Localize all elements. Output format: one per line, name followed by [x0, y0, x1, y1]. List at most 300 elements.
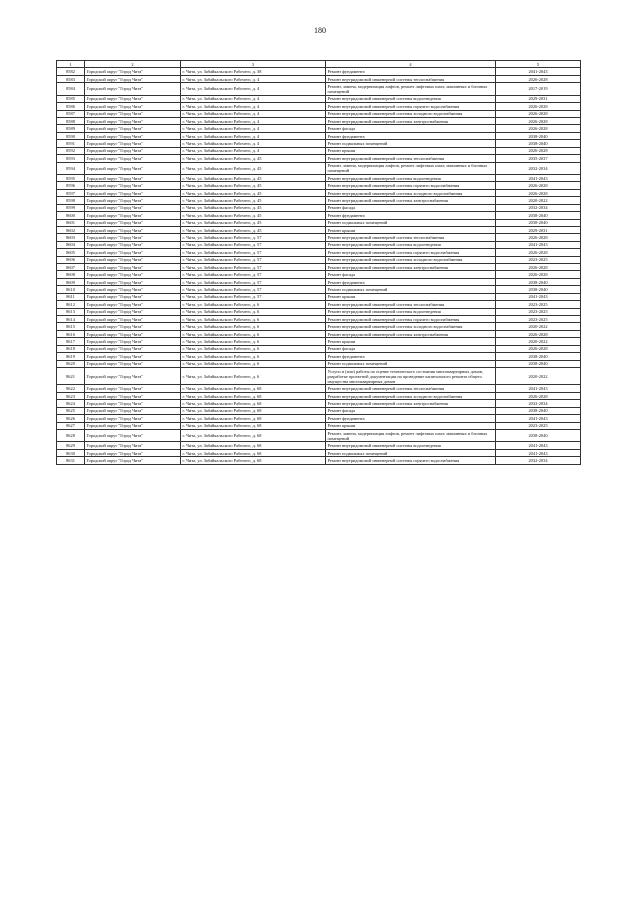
- municipality-cell: Городской округ "Город Чита": [85, 219, 181, 226]
- table-row: [57, 241, 581, 248]
- table-row: [57, 422, 581, 429]
- address-cell: г. Чита, ул. Забайкальского Рабочего, д. 45: [181, 212, 326, 219]
- municipality-cell: Городской округ "Город Чита": [85, 430, 181, 442]
- address-cell: г. Чита, ул. Забайкальского Рабочего, д. 68: [181, 442, 326, 449]
- work-type-cell: Ремонт внутридомовой инженерной системы горячего водоснабжения: [326, 249, 496, 256]
- municipality-cell: Городской округ "Город Чита": [85, 367, 181, 385]
- work-type-cell: Услуги и (или) работы по оценке технического состояния многоквартирных домов, разработке проектной документации на проведение капитального ремонта общего имущества многоквартирных домов: [326, 367, 496, 385]
- municipality-cell: Городской округ "Город Чита": [85, 308, 181, 315]
- work-type-cell: Ремонт внутридомовой инженерной системы холодного водоснабжения: [326, 110, 496, 117]
- repair-schedule-table: [56, 60, 581, 465]
- period-cell: 2038-2040: [496, 353, 581, 360]
- address-cell: г. Чита, ул. Забайкальского Рабочего, д. 57: [181, 278, 326, 285]
- period-cell: 2041-2043: [496, 241, 581, 248]
- work-type-cell: Ремонт внутридомовой инженерной системы водоотведения: [326, 241, 496, 248]
- address-cell: г. Чита, ул. Забайкальского Рабочего, д. 45: [181, 189, 326, 196]
- address-cell: г. Чита, ул. Забайкальского Рабочего, д. 68: [181, 422, 326, 429]
- period-cell: 2032-2034: [496, 400, 581, 407]
- work-type-cell: Ремонт внутридомовой инженерной системы электроснабжения: [326, 197, 496, 204]
- work-type-cell: Ремонт подвальных помещений: [326, 219, 496, 226]
- row-number-cell: 8602: [57, 226, 85, 233]
- address-cell: г. Чита, ул. Забайкальского Рабочего, д. 4: [181, 132, 326, 139]
- row-number-cell: 8586: [57, 103, 85, 110]
- table-row: [57, 103, 581, 110]
- period-cell: 2026-2028: [496, 330, 581, 337]
- period-cell: 2041-2043: [496, 385, 581, 392]
- work-type-cell: Ремонт подвальных помещений: [326, 449, 496, 456]
- municipality-cell: Городской округ "Город Чита": [85, 147, 181, 154]
- row-number-cell: 8614: [57, 316, 85, 323]
- work-type-cell: Ремонт внутридомовой инженерной системы водоотведения: [326, 308, 496, 315]
- address-cell: г. Чита, ул. Забайкальского Рабочего, д. 57: [181, 271, 326, 278]
- address-cell: г. Чита, ул. Забайкальского Рабочего, д. 45: [181, 204, 326, 211]
- table-row: [57, 442, 581, 449]
- municipality-cell: Городской округ "Город Чита": [85, 83, 181, 95]
- table-row: [57, 415, 581, 422]
- row-number-cell: 8631: [57, 457, 85, 464]
- row-number-cell: 8625: [57, 407, 85, 414]
- work-type-cell: Ремонт фундамента: [326, 353, 496, 360]
- row-number-cell: 8592: [57, 147, 85, 154]
- municipality-cell: Городской округ "Город Чита": [85, 360, 181, 367]
- municipality-cell: Городской округ "Город Чита": [85, 125, 181, 132]
- municipality-cell: Городской округ "Город Чита": [85, 132, 181, 139]
- row-number-cell: 8606: [57, 256, 85, 263]
- address-cell: г. Чита, ул. Забайкальского Рабочего, д. 38: [181, 68, 326, 75]
- table-row: [57, 308, 581, 315]
- address-cell: г. Чита, ул. Забайкальского Рабочего, д. 57: [181, 293, 326, 300]
- municipality-cell: Городской округ "Город Чита": [85, 103, 181, 110]
- work-type-cell: Ремонт внутридомовой инженерной системы холодного водоснабжения: [326, 323, 496, 330]
- row-number-cell: 8621: [57, 367, 85, 385]
- row-number-cell: 8590: [57, 132, 85, 139]
- table-row: [57, 95, 581, 102]
- table-row: [57, 338, 581, 345]
- municipality-cell: Городской округ "Город Чита": [85, 323, 181, 330]
- work-type-cell: Ремонт внутридомовой инженерной системы теплоснабжения: [326, 75, 496, 82]
- work-type-cell: Ремонт крыши: [326, 147, 496, 154]
- table-body: [57, 68, 581, 464]
- period-cell: 2041-2043: [496, 68, 581, 75]
- municipality-cell: Городской округ "Город Чита": [85, 449, 181, 456]
- municipality-cell: Городской округ "Город Чита": [85, 392, 181, 399]
- municipality-cell: Городской округ "Город Чита": [85, 249, 181, 256]
- period-cell: 2020-2022: [496, 323, 581, 330]
- table-row: [57, 264, 581, 271]
- table-row: [57, 330, 581, 337]
- municipality-cell: Городской округ "Город Чита": [85, 293, 181, 300]
- municipality-cell: Городской округ "Город Чита": [85, 345, 181, 352]
- address-cell: г. Чита, ул. Забайкальского Рабочего, д. 57: [181, 256, 326, 263]
- period-cell: 2041-2043: [496, 293, 581, 300]
- work-type-cell: Ремонт внутридомовой инженерной системы горячего водоснабжения: [326, 316, 496, 323]
- row-number-cell: 8601: [57, 219, 85, 226]
- period-cell: 2041-2043: [496, 415, 581, 422]
- address-cell: г. Чита, ул. Забайкальского Рабочего, д. 6: [181, 308, 326, 315]
- period-cell: 2026-2028: [496, 189, 581, 196]
- table-row: [57, 407, 581, 414]
- address-cell: г. Чита, ул. Забайкальского Рабочего, д. 4: [181, 110, 326, 117]
- work-type-cell: Ремонт фундамента: [326, 132, 496, 139]
- work-type-cell: Ремонт фундамента: [326, 212, 496, 219]
- municipality-cell: Городской округ "Город Чита": [85, 415, 181, 422]
- row-number-cell: 8613: [57, 308, 85, 315]
- work-type-cell: Ремонт крыши: [326, 338, 496, 345]
- row-number-cell: 8624: [57, 400, 85, 407]
- work-type-cell: Ремонт, замена, модернизация лифтов, ремонт лифтовых шахт, машинных и блочных помещений: [326, 430, 496, 442]
- period-cell: 2023-2025: [496, 422, 581, 429]
- row-number-cell: 8599: [57, 204, 85, 211]
- address-cell: г. Чита, ул. Забайкальского Рабочего, д. 6: [181, 316, 326, 323]
- row-number-cell: 8629: [57, 442, 85, 449]
- table-row: [57, 385, 581, 392]
- period-cell: 2023-2025: [496, 308, 581, 315]
- row-number-cell: 8612: [57, 301, 85, 308]
- table-row: [57, 323, 581, 330]
- municipality-cell: Городской округ "Город Чита": [85, 110, 181, 117]
- row-number-cell: 8622: [57, 385, 85, 392]
- header-cell-2: 2: [85, 61, 181, 68]
- address-cell: г. Чита, ул. Забайкальского Рабочего, д. 57: [181, 264, 326, 271]
- work-type-cell: Ремонт внутридомовой инженерной системы холодного водоснабжения: [326, 189, 496, 196]
- row-number-cell: 8627: [57, 422, 85, 429]
- work-type-cell: Ремонт внутридомовой инженерной системы электроснабжения: [326, 330, 496, 337]
- address-cell: г. Чита, ул. Забайкальского Рабочего, д. 68: [181, 449, 326, 456]
- municipality-cell: Городской округ "Город Чита": [85, 95, 181, 102]
- period-cell: 2026-2028: [496, 271, 581, 278]
- row-number-cell: 8600: [57, 212, 85, 219]
- period-cell: 2017-2019: [496, 83, 581, 95]
- municipality-cell: Городской округ "Город Чита": [85, 68, 181, 75]
- municipality-cell: Городской округ "Город Чита": [85, 256, 181, 263]
- table-row: [57, 110, 581, 117]
- address-cell: г. Чита, ул. Забайкальского Рабочего, д. 4: [181, 75, 326, 82]
- table-row: [57, 345, 581, 352]
- work-type-cell: Ремонт крыши: [326, 226, 496, 233]
- municipality-cell: Городской округ "Город Чита": [85, 400, 181, 407]
- municipality-cell: Городской округ "Город Чита": [85, 271, 181, 278]
- table-row: [57, 360, 581, 367]
- address-cell: г. Чита, ул. Забайкальского Рабочего, д. 4: [181, 83, 326, 95]
- table-row: [57, 449, 581, 456]
- table-row: [57, 293, 581, 300]
- table-row: [57, 175, 581, 182]
- work-type-cell: Ремонт внутридомовой инженерной системы горячего водоснабжения: [326, 182, 496, 189]
- municipality-cell: Городской округ "Город Чита": [85, 353, 181, 360]
- municipality-cell: Городской округ "Город Чита": [85, 212, 181, 219]
- municipality-cell: Городской округ "Город Чита": [85, 140, 181, 147]
- period-cell: 2023-2025: [496, 256, 581, 263]
- address-cell: г. Чита, ул. Забайкальского Рабочего, д. 4: [181, 125, 326, 132]
- work-type-cell: Ремонт внутридомовой инженерной системы холодного водоснабжения: [326, 392, 496, 399]
- period-cell: 2041-2043: [496, 442, 581, 449]
- row-number-cell: 8589: [57, 125, 85, 132]
- address-cell: г. Чита, ул. Забайкальского Рабочего, д. 68: [181, 392, 326, 399]
- table-row: [57, 286, 581, 293]
- row-number-cell: 8628: [57, 430, 85, 442]
- table-row: [57, 155, 581, 162]
- period-cell: 2026-2028: [496, 103, 581, 110]
- address-cell: г. Чита, ул. Забайкальского Рабочего, д. 45: [181, 197, 326, 204]
- address-cell: г. Чита, ул. Забайкальского Рабочего, д. 6: [181, 301, 326, 308]
- period-cell: 2023-2025: [496, 316, 581, 323]
- table-row: [57, 271, 581, 278]
- work-type-cell: Ремонт внутридомовой инженерной системы водоотведения: [326, 175, 496, 182]
- municipality-cell: Городской округ "Город Чита": [85, 264, 181, 271]
- period-cell: 2026-2028: [496, 110, 581, 117]
- table-row: [57, 197, 581, 204]
- work-type-cell: Ремонт подвальных помещений: [326, 286, 496, 293]
- row-number-cell: 8620: [57, 360, 85, 367]
- work-type-cell: Ремонт внутридомовой инженерной системы водоотведения: [326, 442, 496, 449]
- address-cell: г. Чита, ул. Забайкальского Рабочего, д. 57: [181, 286, 326, 293]
- municipality-cell: Городской округ "Город Чита": [85, 226, 181, 233]
- row-number-cell: 8587: [57, 110, 85, 117]
- work-type-cell: Ремонт фасада: [326, 125, 496, 132]
- table-row: [57, 125, 581, 132]
- address-cell: г. Чита, ул. Забайкальского Рабочего, д. 45: [181, 219, 326, 226]
- municipality-cell: Городской округ "Город Чита": [85, 338, 181, 345]
- work-type-cell: Ремонт фасада: [326, 345, 496, 352]
- municipality-cell: Городской округ "Город Чита": [85, 457, 181, 464]
- period-cell: 2020-2022: [496, 338, 581, 345]
- municipality-cell: Городской округ "Город Чита": [85, 162, 181, 174]
- row-number-cell: 8595: [57, 175, 85, 182]
- row-number-cell: 8585: [57, 95, 85, 102]
- municipality-cell: Городской округ "Город Чита": [85, 316, 181, 323]
- table-row: [57, 189, 581, 196]
- work-type-cell: Ремонт, замена, модернизация лифтов, ремонт лифтовых шахт, машинных и блочных помещений: [326, 83, 496, 95]
- row-number-cell: 8588: [57, 118, 85, 125]
- row-number-cell: 8617: [57, 338, 85, 345]
- address-cell: г. Чита, ул. Забайкальского Рабочего, д. 6: [181, 353, 326, 360]
- row-number-cell: 8582: [57, 68, 85, 75]
- table-row: [57, 147, 581, 154]
- row-number-cell: 8611: [57, 293, 85, 300]
- period-cell: 2032-2034: [496, 457, 581, 464]
- row-number-cell: 8594: [57, 162, 85, 174]
- period-cell: 2029-2031: [496, 226, 581, 233]
- work-type-cell: Ремонт внутридомовой инженерной системы теплоснабжения: [326, 155, 496, 162]
- address-cell: г. Чита, ул. Забайкальского Рабочего, д. 45: [181, 162, 326, 174]
- work-type-cell: Ремонт внутридомовой инженерной системы холодного водоснабжения: [326, 256, 496, 263]
- period-cell: 2026-2028: [496, 392, 581, 399]
- address-cell: г. Чита, ул. Забайкальского Рабочего, д. 68: [181, 385, 326, 392]
- table-row: [57, 430, 581, 442]
- row-number-cell: 8604: [57, 241, 85, 248]
- header-cell-3: 3: [181, 61, 326, 68]
- period-cell: 2032-2034: [496, 204, 581, 211]
- row-number-cell: 8583: [57, 75, 85, 82]
- address-cell: г. Чита, ул. Забайкальского Рабочего, д. 45: [181, 175, 326, 182]
- municipality-cell: Городской округ "Город Чита": [85, 197, 181, 204]
- work-type-cell: Ремонт внутридомовой инженерной системы теплоснабжения: [326, 385, 496, 392]
- period-cell: 2032-2034: [496, 162, 581, 174]
- table-row: [57, 278, 581, 285]
- address-cell: г. Чита, ул. Забайкальского Рабочего, д. 68: [181, 407, 326, 414]
- table-row: [57, 140, 581, 147]
- work-type-cell: Ремонт внутридомовой инженерной системы электроснабжения: [326, 400, 496, 407]
- address-cell: г. Чита, ул. Забайкальского Рабочего, д. 4: [181, 95, 326, 102]
- row-number-cell: 8593: [57, 155, 85, 162]
- period-cell: 2020-2022: [496, 197, 581, 204]
- address-cell: г. Чита, ул. Забайкальского Рабочего, д. 68: [181, 430, 326, 442]
- municipality-cell: Городской округ "Город Чита": [85, 234, 181, 241]
- table-row: [57, 182, 581, 189]
- address-cell: г. Чита, ул. Забайкальского Рабочего, д. 57: [181, 249, 326, 256]
- municipality-cell: Городской округ "Город Чита": [85, 385, 181, 392]
- work-type-cell: Ремонт крыши: [326, 422, 496, 429]
- work-type-cell: Ремонт внутридомовой инженерной системы электроснабжения: [326, 118, 496, 125]
- period-cell: 2038-2040: [496, 132, 581, 139]
- table-row: [57, 353, 581, 360]
- period-cell: 2026-2028: [496, 118, 581, 125]
- municipality-cell: Городской округ "Город Чита": [85, 241, 181, 248]
- work-type-cell: Ремонт крыши: [326, 293, 496, 300]
- period-cell: 2026-2028: [496, 249, 581, 256]
- period-cell: 2038-2040: [496, 140, 581, 147]
- period-cell: 2026-2028: [496, 147, 581, 154]
- work-type-cell: Ремонт фундамента: [326, 415, 496, 422]
- address-cell: г. Чита, ул. Забайкальского Рабочего, д. 68: [181, 415, 326, 422]
- period-cell: 2026-2028: [496, 182, 581, 189]
- table-row: [57, 301, 581, 308]
- work-type-cell: Ремонт внутридомовой инженерной системы теплоснабжения: [326, 234, 496, 241]
- municipality-cell: Городской округ "Город Чита": [85, 286, 181, 293]
- table-row: [57, 392, 581, 399]
- address-cell: г. Чита, ул. Забайкальского Рабочего, д. 6: [181, 367, 326, 385]
- row-number-cell: 8584: [57, 83, 85, 95]
- period-cell: 2038-2040: [496, 407, 581, 414]
- row-number-cell: 8598: [57, 197, 85, 204]
- table-row: [57, 212, 581, 219]
- municipality-cell: Городской округ "Город Чита": [85, 175, 181, 182]
- work-type-cell: Ремонт внутридомовой инженерной системы водоотведения: [326, 95, 496, 102]
- period-cell: 2041-2043: [496, 449, 581, 456]
- period-cell: 2023-2025: [496, 301, 581, 308]
- address-cell: г. Чита, ул. Забайкальского Рабочего, д. 45: [181, 226, 326, 233]
- period-cell: 2035-2037: [496, 155, 581, 162]
- address-cell: г. Чита, ул. Забайкальского Рабочего, д. 6: [181, 330, 326, 337]
- municipality-cell: Городской округ "Город Чита": [85, 182, 181, 189]
- row-number-cell: 8609: [57, 278, 85, 285]
- period-cell: 2029-2031: [496, 95, 581, 102]
- period-cell: 2038-2040: [496, 430, 581, 442]
- address-cell: г. Чита, ул. Забайкальского Рабочего, д. 4: [181, 147, 326, 154]
- table-row: [57, 204, 581, 211]
- row-number-cell: 8626: [57, 415, 85, 422]
- table-row: [57, 256, 581, 263]
- period-cell: 2026-2028: [496, 264, 581, 271]
- row-number-cell: 8607: [57, 264, 85, 271]
- address-cell: г. Чита, ул. Забайкальского Рабочего, д. 45: [181, 182, 326, 189]
- municipality-cell: Городской округ "Город Чита": [85, 278, 181, 285]
- address-cell: г. Чита, ул. Забайкальского Рабочего, д. 57: [181, 234, 326, 241]
- period-cell: 2026-2028: [496, 75, 581, 82]
- work-type-cell: Ремонт фасада: [326, 407, 496, 414]
- table-row: [57, 118, 581, 125]
- header-cell-5: 5: [496, 61, 581, 68]
- municipality-cell: Городской округ "Город Чита": [85, 155, 181, 162]
- header-cell-4: 4: [326, 61, 496, 68]
- table-header: [57, 61, 581, 68]
- header-row: [57, 61, 581, 68]
- municipality-cell: Городской округ "Город Чита": [85, 301, 181, 308]
- period-cell: 2038-2040: [496, 219, 581, 226]
- municipality-cell: Городской округ "Город Чита": [85, 442, 181, 449]
- period-cell: 2026-2028: [496, 125, 581, 132]
- address-cell: г. Чита, ул. Забайкальского Рабочего, д. 4: [181, 118, 326, 125]
- period-cell: 2026-2028: [496, 234, 581, 241]
- page-number: 180: [314, 26, 326, 35]
- row-number-cell: 8619: [57, 353, 85, 360]
- table-row: [57, 367, 581, 385]
- work-type-cell: Ремонт внутридомовой инженерной системы горячего водоснабжения: [326, 103, 496, 110]
- period-cell: 2038-2040: [496, 278, 581, 285]
- table-row: [57, 75, 581, 82]
- address-cell: г. Чита, ул. Забайкальского Рабочего, д. 6: [181, 345, 326, 352]
- header-cell-1: 1: [57, 61, 85, 68]
- row-number-cell: 8623: [57, 392, 85, 399]
- row-number-cell: 8608: [57, 271, 85, 278]
- period-cell: 2026-2028: [496, 345, 581, 352]
- row-number-cell: 8597: [57, 189, 85, 196]
- period-cell: 2041-2043: [496, 175, 581, 182]
- work-type-cell: Ремонт фасада: [326, 204, 496, 211]
- row-number-cell: 8618: [57, 345, 85, 352]
- municipality-cell: Городской округ "Город Чита": [85, 422, 181, 429]
- row-number-cell: 8616: [57, 330, 85, 337]
- municipality-cell: Городской округ "Город Чита": [85, 204, 181, 211]
- address-cell: г. Чита, ул. Забайкальского Рабочего, д. 45: [181, 155, 326, 162]
- table-row: [57, 83, 581, 95]
- municipality-cell: Городской округ "Город Чита": [85, 189, 181, 196]
- row-number-cell: 8596: [57, 182, 85, 189]
- work-type-cell: Ремонт фасада: [326, 271, 496, 278]
- address-cell: г. Чита, ул. Забайкальского Рабочего, д. 4: [181, 140, 326, 147]
- table-row: [57, 162, 581, 174]
- address-cell: г. Чита, ул. Забайкальского Рабочего, д. 68: [181, 400, 326, 407]
- table-row: [57, 316, 581, 323]
- work-type-cell: Ремонт фундамента: [326, 278, 496, 285]
- period-cell: 2038-2040: [496, 212, 581, 219]
- municipality-cell: Городской округ "Город Чита": [85, 330, 181, 337]
- address-cell: г. Чита, ул. Забайкальского Рабочего, д. 68: [181, 457, 326, 464]
- table-row: [57, 234, 581, 241]
- row-number-cell: 8615: [57, 323, 85, 330]
- period-cell: 2038-2040: [496, 286, 581, 293]
- work-type-cell: Ремонт внутридомовой инженерной системы электроснабжения: [326, 264, 496, 271]
- table-row: [57, 132, 581, 139]
- table-row: [57, 226, 581, 233]
- table-row: [57, 249, 581, 256]
- work-type-cell: Ремонт подвальных помещений: [326, 140, 496, 147]
- table-row: [57, 400, 581, 407]
- address-cell: г. Чита, ул. Забайкальского Рабочего, д. 6: [181, 360, 326, 367]
- row-number-cell: 8610: [57, 286, 85, 293]
- address-cell: г. Чита, ул. Забайкальского Рабочего, д. 6: [181, 323, 326, 330]
- row-number-cell: 8591: [57, 140, 85, 147]
- period-cell: 2020-2022: [496, 367, 581, 385]
- work-type-cell: Ремонт фундамента: [326, 68, 496, 75]
- work-type-cell: Ремонт внутридомовой инженерной системы горячего водоснабжения: [326, 457, 496, 464]
- work-type-cell: Ремонт подвальных помещений: [326, 360, 496, 367]
- row-number-cell: 8630: [57, 449, 85, 456]
- municipality-cell: Городской округ "Город Чита": [85, 75, 181, 82]
- work-type-cell: Ремонт внутридомовой инженерной системы теплоснабжения: [326, 301, 496, 308]
- row-number-cell: 8603: [57, 234, 85, 241]
- table-row: [57, 457, 581, 464]
